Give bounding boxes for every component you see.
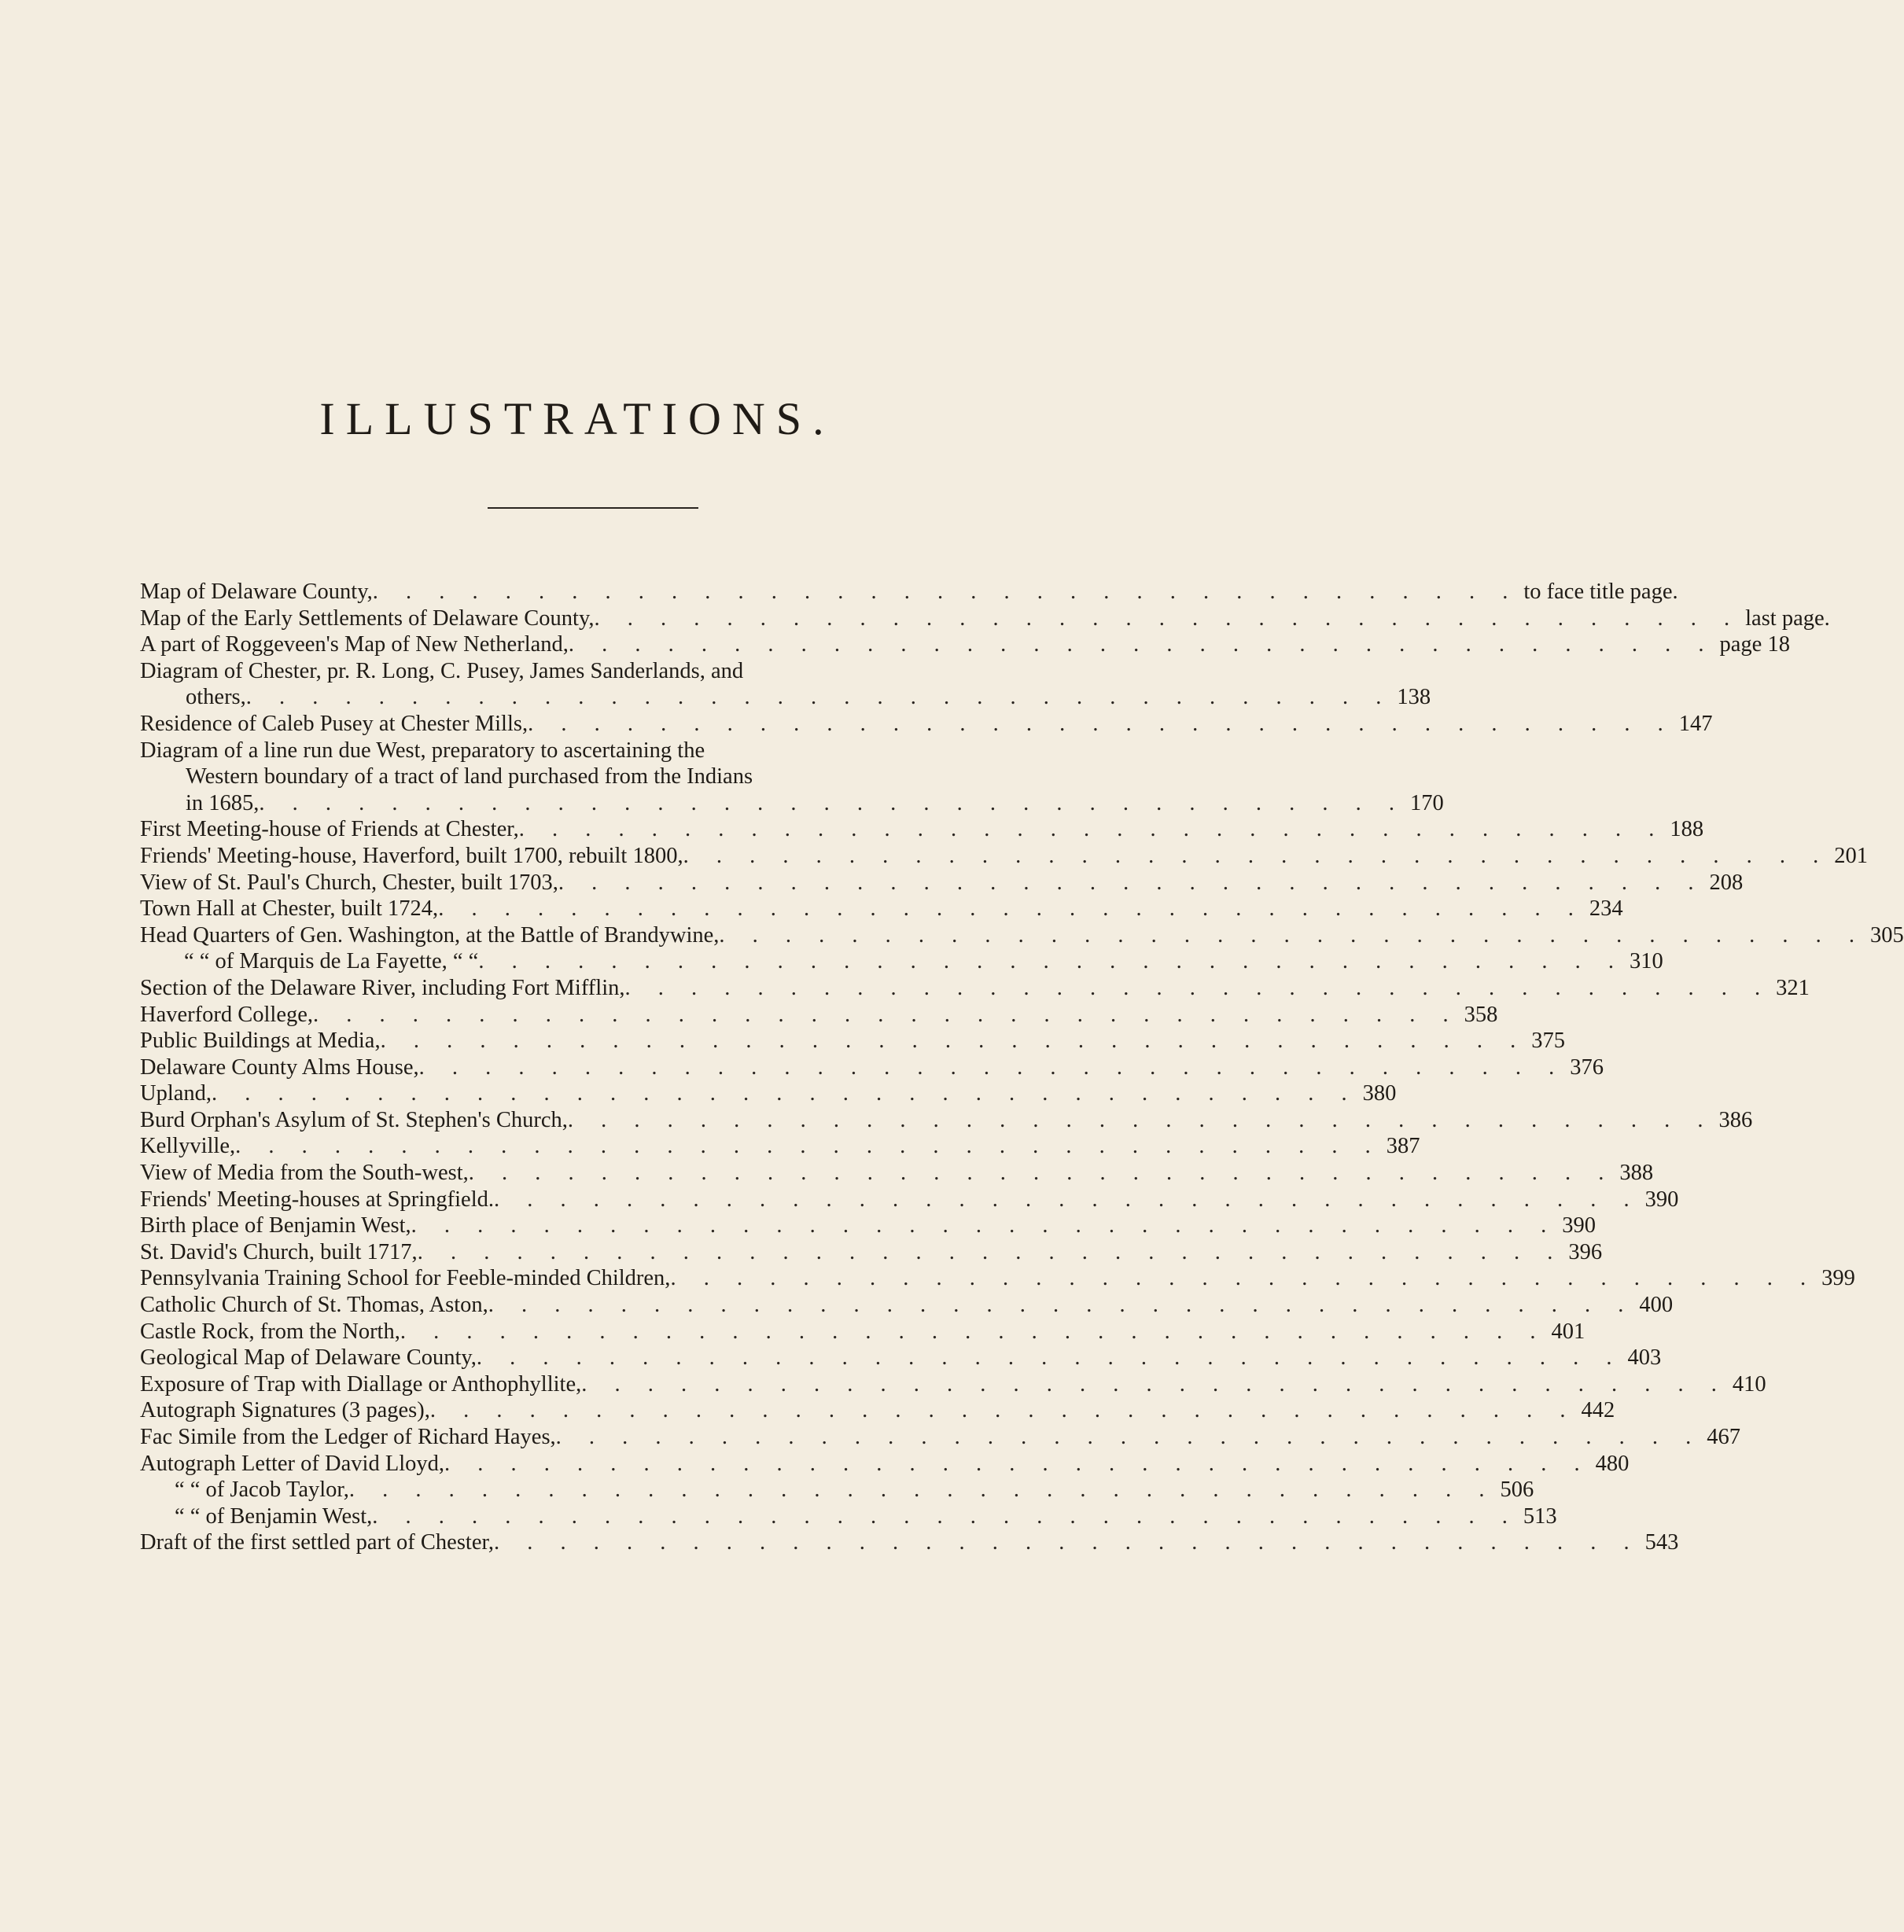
dot-leader: . . . . . . . . . . . . . . . . . . . . . . . . . . . . . . . . . . . bbox=[235, 1134, 1382, 1159]
entry-row bbox=[140, 896, 1623, 922]
dot-leader: . . . . . . . . . . . . . . . . . . . . . . . . . . . . . . . . . . . bbox=[418, 1054, 1566, 1080]
entry-row bbox=[140, 1133, 1420, 1160]
illustration-entry bbox=[140, 1133, 1420, 1160]
page-number: 170 bbox=[1410, 790, 1444, 815]
page-number: 358 bbox=[1464, 1002, 1498, 1027]
illustration-entry bbox=[140, 1160, 1654, 1187]
entry-row bbox=[140, 1319, 1585, 1345]
entry-row bbox=[140, 605, 1830, 632]
entry-row bbox=[140, 1054, 1604, 1081]
entry-title: Friends' Meeting-houses at Springfield. bbox=[140, 1187, 494, 1212]
page-number: 403 bbox=[1627, 1345, 1662, 1371]
entry-row bbox=[140, 1028, 1565, 1054]
entry-row bbox=[140, 684, 1431, 711]
dot-leader: . . . . . . . . . . . . . . . . . . . . . . . . . . . . . . . . . . . bbox=[493, 1530, 1641, 1555]
entry-row bbox=[140, 1239, 1603, 1266]
entry-row bbox=[140, 1503, 1557, 1530]
entry-title: Kellyville, bbox=[140, 1134, 236, 1159]
page-number: 375 bbox=[1531, 1029, 1565, 1054]
dot-leader: . . . . . . . . . . . . . . . . . . . . . . . . . . . . . . . . . . . bbox=[555, 1425, 1703, 1449]
entry-row bbox=[140, 1107, 1753, 1134]
illustration-entry bbox=[140, 1451, 1630, 1478]
entry-row bbox=[140, 1397, 1615, 1424]
entry-row bbox=[140, 1187, 1679, 1213]
page-number: 388 bbox=[1619, 1161, 1654, 1186]
page-number: 188 bbox=[1670, 817, 1704, 842]
illustration-entry bbox=[140, 1054, 1604, 1081]
dot-leader: . . . . . . . . . . . . . . . . . . . . . . . . . . . . . . . . . . . bbox=[212, 1081, 1358, 1106]
illustration-entry bbox=[140, 1292, 1674, 1319]
dot-leader: . . . . . . . . . . . . . . . . . . . . . . . . . . . . . . . . . . . bbox=[372, 1503, 1519, 1529]
entry-title: A part of Roggeveen's Map of New Netherland, bbox=[140, 632, 569, 657]
dot-leader: . . . . . . . . . . . . . . . . . . . . . . . . . . . . . . . . . . . bbox=[488, 1293, 1635, 1318]
illustration-entry bbox=[140, 975, 1810, 1002]
entry-row bbox=[140, 1002, 1498, 1029]
entry-title: Section of the Delaware River, including Fort Mifflin, bbox=[140, 975, 625, 1000]
dot-leader: . . . . . . . . . . . . . . . . . . . . . . . . . . . . . . . . . . . bbox=[348, 1478, 1496, 1503]
illustration-entry bbox=[140, 1239, 1603, 1266]
page-number: 390 bbox=[1644, 1187, 1679, 1212]
illustration-entry bbox=[140, 1107, 1753, 1134]
entry-row bbox=[140, 790, 1444, 817]
page-number: 380 bbox=[1362, 1081, 1397, 1106]
illustration-entry bbox=[140, 658, 1431, 711]
illustration-entry bbox=[140, 1080, 1397, 1107]
entry-row bbox=[140, 922, 1904, 949]
illustration-entry bbox=[140, 816, 1704, 843]
dot-leader: . . . . . . . . . . . . . . . . . . . . . . . . . . . . . . . . . . . bbox=[444, 1451, 1591, 1476]
illustration-entry bbox=[140, 948, 1663, 975]
entry-title: in 1685, bbox=[186, 790, 260, 815]
illustration-entry bbox=[140, 1397, 1615, 1424]
entry-row bbox=[140, 1477, 1534, 1503]
dot-leader: . . . . . . . . . . . . . . . . . . . . . . . . . . . . . . . . . . . bbox=[683, 843, 1830, 868]
illustration-entry bbox=[140, 922, 1904, 949]
entry-title: Map of the Early Settlements of Delaware County, bbox=[140, 605, 595, 631]
page-number: 410 bbox=[1732, 1371, 1766, 1397]
dot-leader: . . . . . . . . . . . . . . . . . . . . . . . . . . . . . . . . . . . bbox=[438, 896, 1585, 922]
page-number: last page. bbox=[1745, 605, 1830, 631]
illustration-entry bbox=[140, 1265, 1855, 1292]
illustration-entry bbox=[140, 1213, 1596, 1239]
entry-row bbox=[140, 975, 1810, 1002]
page-number: 513 bbox=[1523, 1503, 1557, 1529]
illustration-entry bbox=[140, 1371, 1766, 1398]
entry-title: “ “ of Jacob Taylor, bbox=[175, 1478, 349, 1503]
dot-leader: . . . . . . . . . . . . . . . . . . . . . . . . . . . . . . . . . . . bbox=[380, 1029, 1527, 1054]
illustration-entry bbox=[140, 711, 1713, 738]
entry-title: Friends' Meeting-house, Haverford, built 1700, rebuilt 1800, bbox=[140, 843, 683, 868]
dot-leader: . . . . . . . . . . . . . . . . . . . . . . . . . . . . . . . . . . . bbox=[478, 949, 1625, 974]
page-number: 305 bbox=[1870, 922, 1904, 948]
entry-text-line: Diagram of Chester, pr. R. Long, C. Pusey, James Sanderlands, and bbox=[140, 658, 744, 683]
dot-leader: . . . . . . . . . . . . . . . . . . . . . . . . . . . . . . . . . . . bbox=[558, 870, 1705, 895]
illustration-entry bbox=[140, 1319, 1585, 1345]
entry-title: Pennsylvania Training School for Feeble-minded Children, bbox=[140, 1266, 671, 1291]
page-number: 506 bbox=[1500, 1478, 1534, 1503]
page-number: to face title page. bbox=[1523, 580, 1678, 604]
entry-title: Town Hall at Chester, built 1724, bbox=[140, 896, 439, 922]
entry-title: Delaware County Alms House, bbox=[140, 1054, 419, 1080]
entry-title: “ “ of Marquis de La Fayette, “ “ bbox=[184, 949, 479, 974]
page-number: 400 bbox=[1639, 1293, 1674, 1318]
page-number: 480 bbox=[1595, 1451, 1630, 1476]
dot-leader: . . . . . . . . . . . . . . . . . . . . . . . . . . . . . . . . . . . bbox=[581, 1371, 1728, 1397]
entry-row bbox=[140, 843, 1868, 870]
dot-leader: . . . . . . . . . . . . . . . . . . . . . . . . . . . . . . . . . . . bbox=[468, 1161, 1615, 1186]
entry-row bbox=[140, 816, 1704, 843]
entry-row bbox=[140, 1213, 1596, 1239]
page-number: 543 bbox=[1644, 1530, 1679, 1555]
page-number: 390 bbox=[1562, 1213, 1596, 1238]
entry-row bbox=[140, 579, 1678, 605]
dot-leader: . . . . . . . . . . . . . . . . . . . . . . . . . . . . . . . . . . . bbox=[594, 605, 1741, 631]
page-number: page 18 bbox=[1719, 632, 1790, 657]
page-number: 310 bbox=[1629, 949, 1663, 974]
entry-title: Public Buildings at Media, bbox=[140, 1029, 381, 1054]
page-title: ILLUSTRATIONS. bbox=[319, 393, 835, 444]
entry-title: Catholic Church of St. Thomas, Aston, bbox=[140, 1293, 488, 1318]
entry-title: Fac Simile from the Ledger of Richard Hayes, bbox=[140, 1425, 556, 1449]
page-number: 399 bbox=[1821, 1266, 1855, 1291]
page-number: 396 bbox=[1568, 1239, 1603, 1264]
entry-title: Haverford College, bbox=[140, 1002, 313, 1027]
illustration-entry bbox=[140, 1424, 1741, 1451]
illustration-entry bbox=[140, 1529, 1679, 1556]
dot-leader: . . . . . . . . . . . . . . . . . . . . . . . . . . . . . . . . . . . bbox=[568, 632, 1715, 657]
entry-title: Head Quarters of Gen. Washington, at the Battle of Brandywine, bbox=[140, 922, 720, 948]
illustration-entry bbox=[140, 1345, 1662, 1371]
illustration-entry bbox=[140, 1028, 1565, 1054]
entry-row bbox=[140, 1080, 1397, 1107]
dot-leader: . . . . . . . . . . . . . . . . . . . . . . . . . . . . . . . . . . . bbox=[476, 1345, 1623, 1371]
dot-leader: . . . . . . . . . . . . . . . . . . . . . . . . . . . . . . . . . . . bbox=[518, 817, 1666, 842]
dot-leader: . . . . . . . . . . . . . . . . . . . . . . . . . . . . . . . . . . . bbox=[528, 711, 1674, 736]
entry-title: St. David's Church, built 1717, bbox=[140, 1239, 418, 1264]
dot-leader: . . . . . . . . . . . . . . . . . . . . . . . . . . . . . . . . . . . bbox=[670, 1266, 1817, 1291]
dot-leader: . . . . . . . . . . . . . . . . . . . . . . . . . . . . . . . . . . . bbox=[400, 1319, 1547, 1344]
entry-title: Geological Map of Delaware County, bbox=[140, 1345, 477, 1371]
page-number: 442 bbox=[1581, 1398, 1615, 1423]
dot-leader: . . . . . . . . . . . . . . . . . . . . . . . . . . . . . . . . . . . bbox=[372, 580, 1519, 604]
entry-title: Exposure of Trap with Diallage or Anthophyllite, bbox=[140, 1371, 582, 1397]
page-number: 467 bbox=[1707, 1425, 1741, 1449]
entry-row bbox=[140, 1265, 1855, 1292]
page-number: 147 bbox=[1678, 711, 1713, 736]
entry-title: others, bbox=[186, 685, 246, 710]
page-number: 138 bbox=[1397, 685, 1431, 710]
entry-row bbox=[140, 711, 1713, 738]
dot-leader: . . . . . . . . . . . . . . . . . . . . . . . . . . . . . . . . . . . bbox=[313, 1002, 1460, 1027]
entry-text-line: Western boundary of a tract of land purchased from the Indians bbox=[186, 764, 753, 789]
entry-text-line: Diagram of a line run due West, preparatory to ascertaining the bbox=[140, 738, 705, 763]
entry-title: “ “ of Benjamin West, bbox=[175, 1503, 373, 1529]
dot-leader: . . . . . . . . . . . . . . . . . . . . . . . . . . . . . . . . . . . bbox=[494, 1187, 1641, 1212]
dot-leader: . . . . . . . . . . . . . . . . . . . . . . . . . . . . . . . . . . . bbox=[259, 790, 1406, 815]
page-number: 376 bbox=[1570, 1054, 1604, 1080]
page-number: 387 bbox=[1386, 1134, 1420, 1159]
illustration-entry bbox=[140, 1503, 1557, 1530]
entry-row bbox=[140, 1371, 1766, 1398]
page-number: 321 bbox=[1776, 975, 1810, 1000]
entry-row bbox=[140, 1451, 1630, 1478]
illustration-entry bbox=[140, 631, 1790, 658]
entry-row bbox=[140, 1345, 1662, 1371]
dot-leader: . . . . . . . . . . . . . . . . . . . . . . . . . . . . . . . . . . . bbox=[245, 685, 1393, 710]
page-number: 208 bbox=[1709, 870, 1744, 895]
entry-row bbox=[140, 1160, 1654, 1187]
entry-title: First Meeting-house of Friends at Chester, bbox=[140, 817, 519, 842]
entry-title: Map of Delaware County, bbox=[140, 580, 373, 604]
illustrations-list bbox=[140, 579, 1904, 1556]
dot-leader: . . . . . . . . . . . . . . . . . . . . . . . . . . . . . . . . . . . bbox=[429, 1398, 1577, 1423]
entry-row bbox=[140, 1529, 1679, 1556]
entry-title: Castle Rock, from the North, bbox=[140, 1319, 400, 1344]
entry-row bbox=[140, 870, 1744, 896]
illustration-entry bbox=[140, 896, 1623, 922]
illustration-entry bbox=[140, 738, 1444, 817]
page-number: 401 bbox=[1551, 1319, 1585, 1344]
illustration-entry bbox=[140, 843, 1868, 870]
entry-row bbox=[140, 631, 1790, 658]
illustration-entry bbox=[140, 1477, 1534, 1503]
entry-title: Residence of Caleb Pusey at Chester Mills, bbox=[140, 711, 528, 736]
page-number: 234 bbox=[1589, 896, 1623, 922]
dot-leader: . . . . . . . . . . . . . . . . . . . . . . . . . . . . . . . . . . . bbox=[719, 922, 1866, 948]
illustration-entry bbox=[140, 605, 1830, 632]
title-rule bbox=[488, 507, 698, 509]
dot-leader: . . . . . . . . . . . . . . . . . . . . . . . . . . . . . . . . . . . bbox=[417, 1239, 1564, 1264]
dot-leader: . . . . . . . . . . . . . . . . . . . . . . . . . . . . . . . . . . . bbox=[411, 1213, 1558, 1238]
dot-leader: . . . . . . . . . . . . . . . . . . . . . . . . . . . . . . . . . . . bbox=[567, 1107, 1714, 1132]
entry-row bbox=[140, 1424, 1741, 1451]
page-number: 201 bbox=[1834, 843, 1868, 868]
illustration-entry bbox=[140, 1187, 1679, 1213]
entry-title: Draft of the first settled part of Chester, bbox=[140, 1530, 494, 1555]
illustration-entry bbox=[140, 870, 1744, 896]
illustration-entry bbox=[140, 579, 1678, 605]
entry-title: Upland, bbox=[140, 1081, 212, 1106]
illustration-entry bbox=[140, 1002, 1498, 1029]
page-number: 386 bbox=[1718, 1107, 1753, 1132]
dot-leader: . . . . . . . . . . . . . . . . . . . . . . . . . . . . . . . . . . . bbox=[624, 975, 1772, 1000]
entry-title: View of St. Paul's Church, Chester, built 1703, bbox=[140, 870, 558, 895]
entry-title: View of Media from the South-west, bbox=[140, 1161, 469, 1186]
entry-row bbox=[140, 1292, 1674, 1319]
entry-title: Burd Orphan's Asylum of St. Stephen's Church, bbox=[140, 1107, 568, 1132]
entry-title: Autograph Signatures (3 pages), bbox=[140, 1398, 430, 1423]
entry-title: Birth place of Benjamin West, bbox=[140, 1213, 411, 1238]
entry-row bbox=[140, 948, 1663, 975]
entry-title: Autograph Letter of David Lloyd, bbox=[140, 1451, 445, 1476]
